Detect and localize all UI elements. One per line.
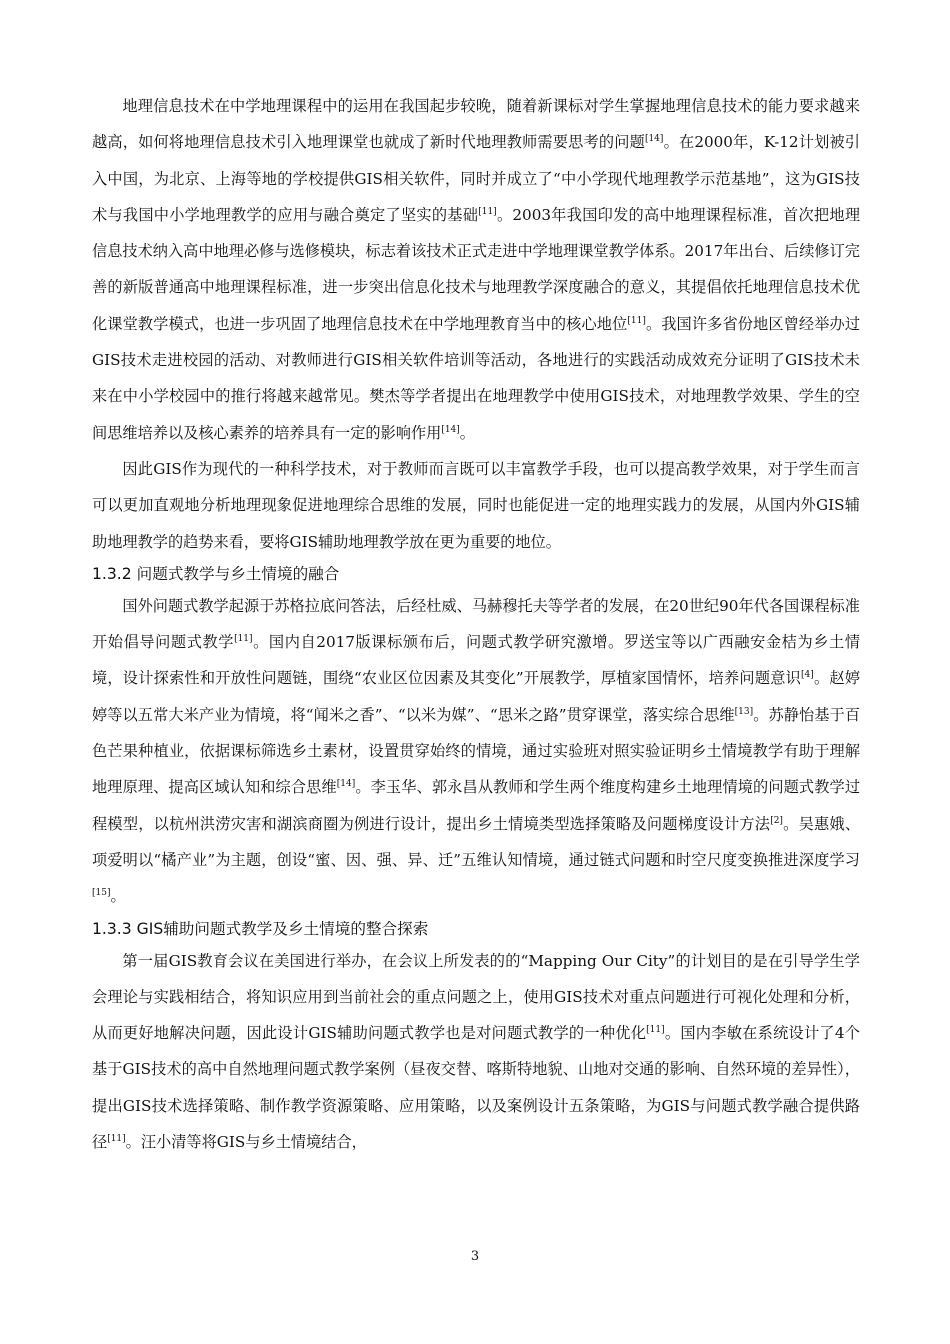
text-run: 。	[459, 423, 475, 442]
citation: [11]	[478, 206, 497, 217]
text-run: 地理信息技术在中学地理课程中的运用在我国起步较晚，随着新课标对学生掌握地理信息技术的能力要求越来越高，如何将地理信息技术引入地理课堂也就成了新时代地理教师需要思考的问题	[92, 97, 860, 152]
text-run: 。国内自2017版课标颁布后，问题式教学研究激增。罗送宝等以广西融安金桔为乡土情境，设计探索性和开放性问题链，围绕“农业区位因素及其变化”开展教学，厚植家国情怀，培养问题意识	[92, 633, 861, 688]
paragraph-gis-history	[92, 88, 860, 451]
text-run: 。	[110, 887, 126, 906]
citation: [14]	[336, 779, 356, 790]
citation: [11]	[107, 1133, 126, 1144]
page-number: 3	[470, 1249, 480, 1264]
citation: [14]	[441, 424, 460, 435]
citation: [11]	[646, 1025, 665, 1036]
citation: [15]	[92, 888, 111, 899]
citation: [13]	[734, 706, 754, 717]
text-run: 。我国许多省份地区曾经举办过GIS技术走进校园的活动、对教师进行GIS相关软件培训等活动，各地进行的实践活动成效充分证明了GIS技术未来在中小学校园中的推行将越来越常见。樊杰等学者提出在地理教学中使用GIS技术，对地理教学效果、学生的空间思维培养以及核心素养的培养具有一定的影响作用	[92, 314, 861, 442]
section-heading-1-3-2: 1.3.2 问题式教学与乡土情境的融合	[92, 564, 340, 583]
citation: [4]	[801, 670, 814, 681]
citation: [11]	[627, 315, 646, 326]
citation: [11]	[234, 634, 253, 645]
text-run: 第一届GIS教育会议在美国进行举办，在会议上所发表的的“Mapping Our City”的计划目的是在引导学生学会理论与实践相结合，将知识应用到当前社会的重点问题之上，使用GIS技术对重点问题进行可视化处理和分析，从而更好地解决问题，因此设计GIS辅助问题式教学也是对问题式教学的一种优化	[92, 951, 860, 1043]
text-run: 。2003年我国印发的高中地理课程标准，首次把地理信息技术纳入高中地理必修与选修模块，标志着该技术正式走进中学地理课堂教学体系。2017年出台、后续修订完善的新版普通高中地理课程标准，进一步突出信息化技术与地理教学深度融合的意义，其提倡依托地理信息技术优化课堂教学模式，也进一步巩固了地理信息技术在中学地理教育当中的核心地位	[92, 205, 861, 333]
text-run: 。苏静怡基于百色芒果种植业，依据课标筛选乡土素材，设置贯穿始终的情境，通过实验班对照实验证明乡土情境教学有助于理解地理原理、提高区域认知和综合思维	[92, 705, 861, 797]
text-run: 。在2000年，K-12计划被引入中国，为北京、上海等地的学校提供GIS相关软件，同时并成立了“中小学现代地理教学示范基地”，这为GIS技术与我国中小学地理教学的应用与融合奠定了坚实的基础	[92, 133, 860, 224]
text-run: 。李玉华、郭永昌从教师和学生两个维度构建乡土地理情境的问题式教学过程模型，以杭州洪涝灾害和湖滨商圈为例进行设计，提出乡土情境类型选择策略及问题梯度设计方法	[92, 778, 861, 833]
citation: [2]	[770, 815, 783, 826]
text-run: 。吴惠娥、项爱明以“橘产业”为主题，创设“蜜、因、强、异、迁”五维认知情境，通过链式问题和时空尺度变换推进深度学习	[92, 814, 861, 869]
citation: [14]	[644, 134, 664, 145]
section-heading-1-3-3: 1.3.3 GIS辅助问题式教学及乡土情境的整合探索	[92, 919, 429, 938]
text-run: 因此GIS作为现代的一种科学技术，对于教师而言既可以丰富教学手段，也可以提高教学效果，对于学生而言可以更加直观地分析地理现象促进地理综合思维的发展，同时也能促进一定的地理实践力的发展，从国内外GIS辅助地理教学的趋势来看，要将GIS辅助地理教学放在更为重要的地位。	[92, 459, 860, 551]
text-run: 。国内李敏在系统设计了4个基于GIS技术的高中自然地理问题式教学案例（昼夜交替、喀斯特地貌、山地对交通的影响、自然环境的差异性），提出GIS技术选择策略、制作教学资源策略、应用策略，以及案例设计五条策略，为GIS与问题式教学融合提供路径	[92, 1024, 860, 1152]
paragraph-gis-importance	[92, 451, 860, 560]
paragraph-problem-teaching	[92, 588, 860, 915]
text-run: 。汪小清等将GIS与乡土情境结合，	[125, 1133, 367, 1152]
text-run: 。赵婷婷等以五常大米产业为情境，将“闻米之香”、“以米为媒”、“思米之路”贯穿课堂，落实综合思维	[92, 669, 861, 724]
page-body	[92, 88, 860, 1160]
text-run: 国外问题式教学起源于苏格拉底问答法，后经杜威、马赫穆托夫等学者的发展，在20世纪90年代各国课程标准开始倡导问题式教学	[92, 596, 860, 652]
paragraph-gis-problem-integration	[92, 943, 860, 1161]
